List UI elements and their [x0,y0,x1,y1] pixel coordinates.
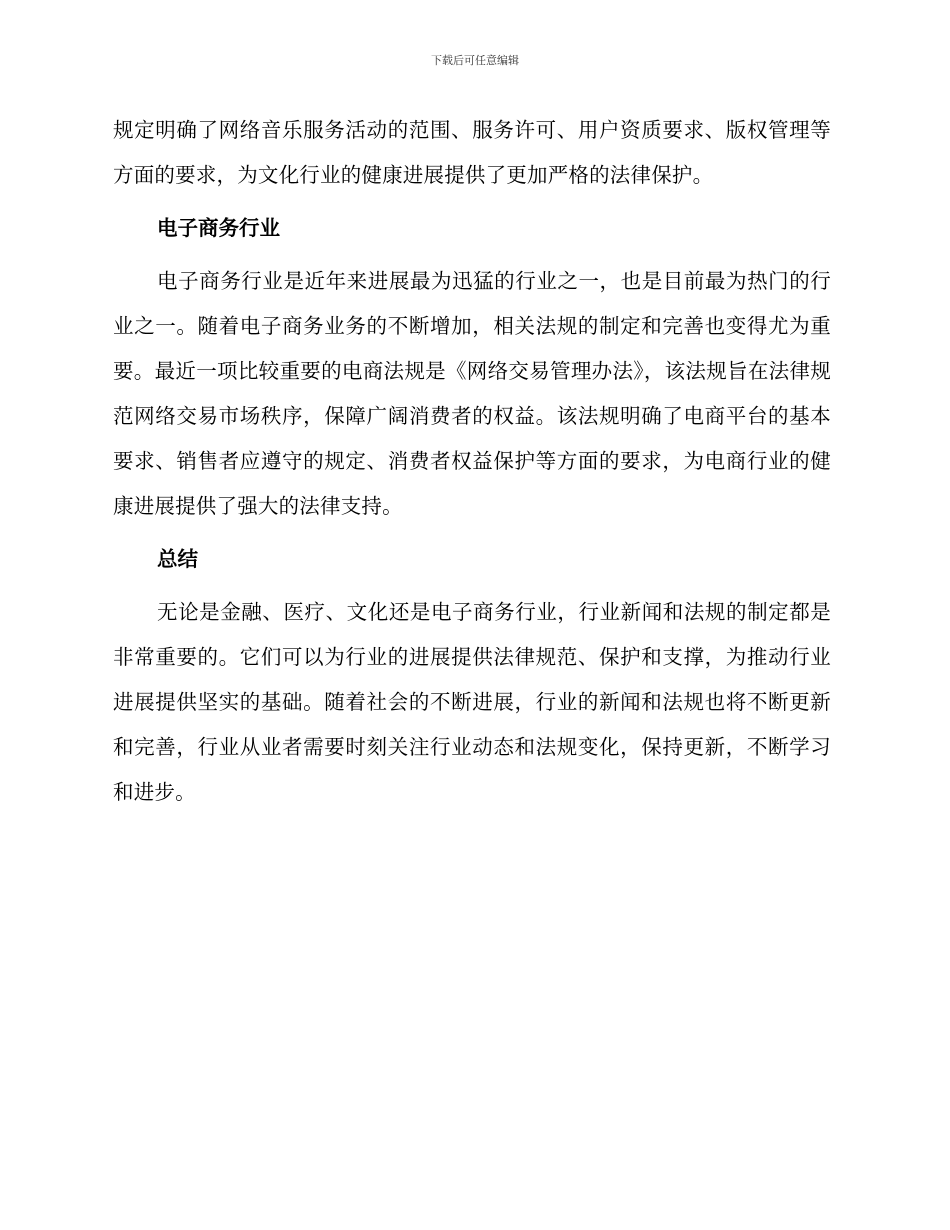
paragraph-continuation: 规定明确了网络音乐服务活动的范围、服务许可、用户资质要求、版权管理等方面的要求，为文化行业的健康进展提供了更加严格的法律保护。 [113,118,831,187]
section-heading-ecommerce: 电子商务行业 [157,216,280,240]
paragraph-summary: 无论是金融、医疗、文化还是电子商务行业，行业新闻和法规的制定都是非常重要的。它们可以为行业的进展提供法律规范、保护和支撑，为推动行业进展提供坚实的基础。随着社会的不断进展，行业的新闻和法规也将不断更新和完善，行业从业者需要时刻关注行业动态和法规变化，保持更新，不断学习和进步。 [113,600,831,804]
document-body [113,108,831,815]
section-heading-summary: 总结 [157,547,198,571]
paragraph-ecommerce: 电子商务行业是近年来进展最为迅猛的行业之一，也是目前最为热门的行业之一。随着电子商务业务的不断增加，相关法规的制定和完善也变得尤为重要。最近一项比较重要的电商法规是《网络交易管理办法》，该法规旨在法律规范网络交易市场秩序，保障广阔消费者的权益。该法规明确了电商平台的基本要求、销售者应遵守的规定、消费者权益保护等方面的要求，为电商行业的健康进展提供了强大的法律支持。 [113,269,831,518]
page-header: 下载后可任意编辑 [431,54,519,67]
